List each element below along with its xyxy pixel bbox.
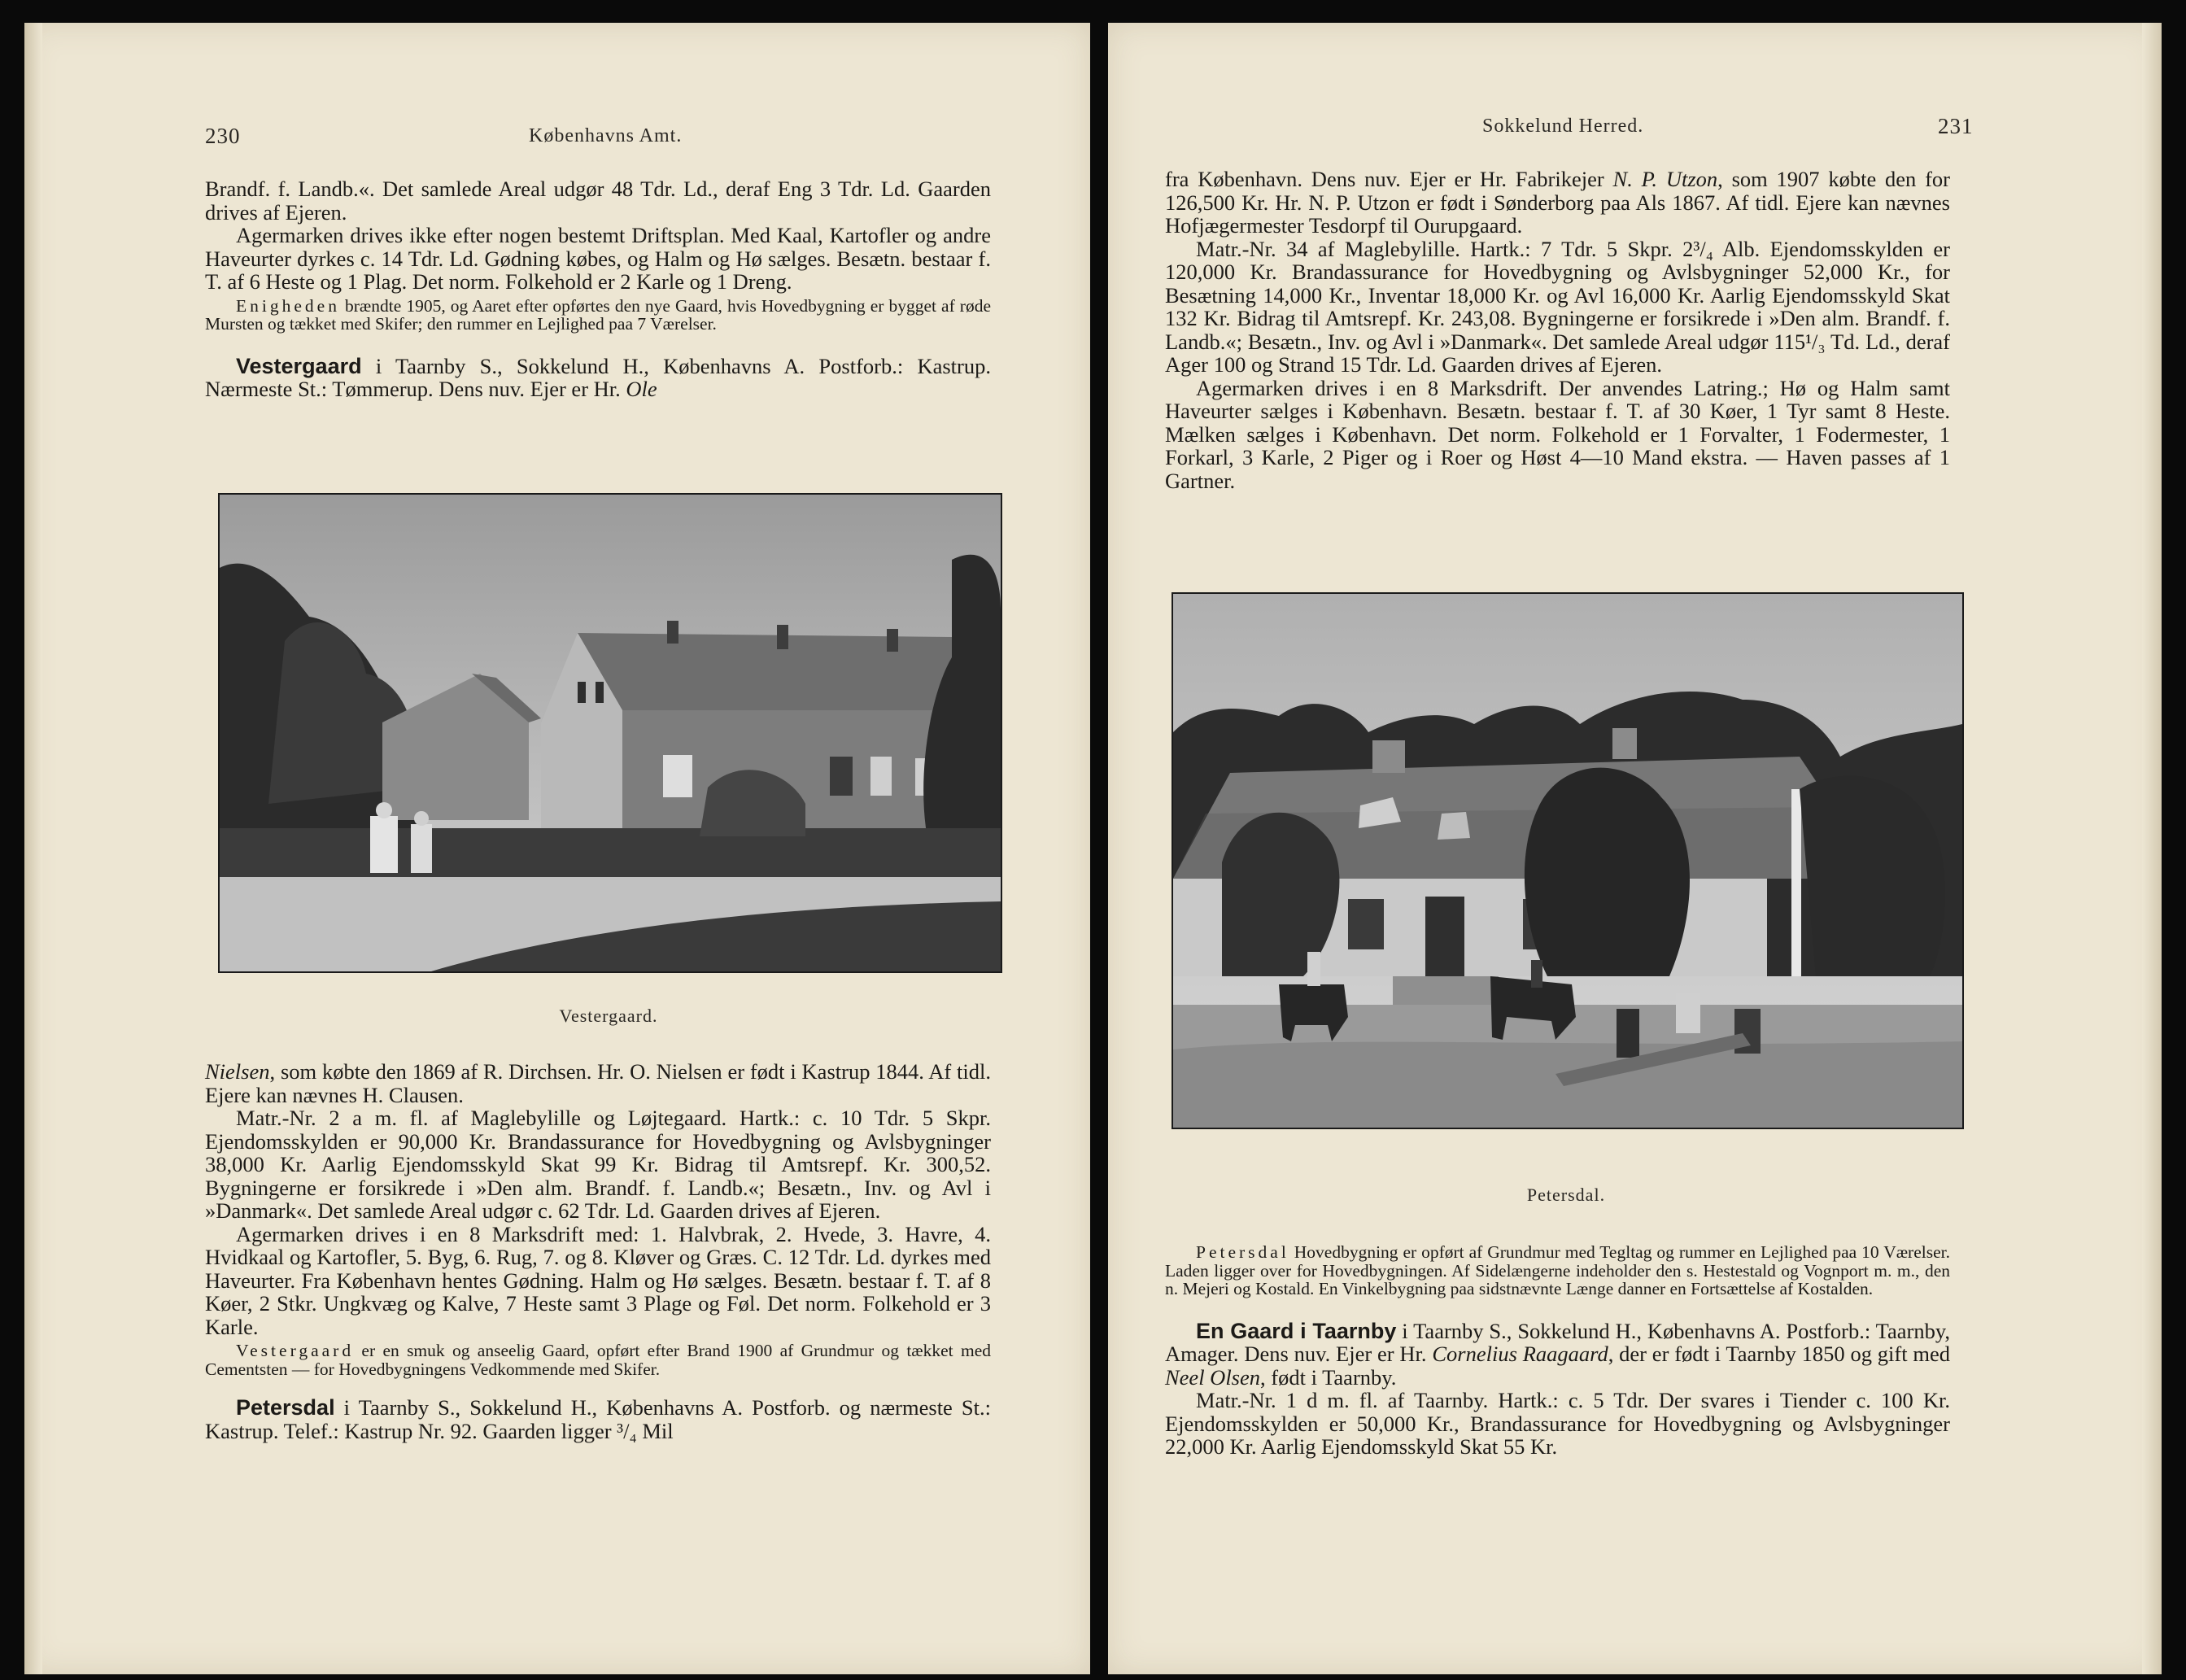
text-block-bottom (205, 1060, 991, 1442)
entry-title: Vestergaard (236, 353, 362, 378)
entry-text: i Taarnby S., Sokkelund H., Københavns A. Postforb.: Taarnby, Amager. Dens nuv. Ejer er Hr. (1165, 1318, 1950, 1366)
entry-text: , født i Taarnby. (1260, 1364, 1397, 1390)
note-text: brændte 1905, og Aaret efter opførtes den nye Gaard, hvis Hovedbygning er bygget af røde Mursten og tækket med Skifer; den rummer en Lejlighed paa 7 Værelser. (205, 295, 991, 334)
paragraph: Matr.-Nr. 34 af Maglebylille. Hartk.: 7 Tdr. 5 Skpr. 2³/₄ Alb. Ejendomsskylden er 120,000 Kr. Brandassurance for Hovedbygning og Avlsbygninger 52,000 Kr., for Besætning 14,000 Kr., Inventar 18,000 Kr. og Avl 16,000 Kr. Aarlig Ejendomsskyld Skat 132 Kr. Bidrag til Amtsrepf. Kr. 243,08. Bygningerne er forsikrede i »Den alm. Brandf. f. Landb.«; Besætn., Inv. og Avl i »Danmark«. Det samlede Areal udgør 115¹/₃ Td. Ld., deraf Ager 100 og Strand 15 Tdr. Ld. Gaarden drives af Ejeren. (1165, 236, 1950, 377)
paragraph: Agermarken drives i en 8 Marksdrift med: 1. Halvbrak, 2. Hvede, 3. Havre, 4. Hvidkaal og Kartofler, 5. Byg, 6. Rug, 7. og 8. Kløver og Græs. C. 12 Tdr. Ld. dyrkes med Haveurter. Fra København hentes Gødning. Halm og Hø sælges. Besætn. bestaar f. T. af 8 Køer, 2 Stkr. Ungkvæg og Kalve, 7 Heste samt 3 Plage og Føl. Det norm. Folkehold er 3 Karle. (205, 1221, 991, 1339)
photo-vestergaard (218, 493, 1002, 973)
text-block-top (1165, 168, 1950, 492)
entry-text: , der er født i Taarnby 1850 og gift med (1608, 1342, 1950, 1366)
farmyard-photo (1173, 594, 1962, 1128)
photo-petersdal (1172, 592, 1964, 1129)
entry-text: i Taarnby S., Sokkelund H., Københavns A. Postforb. og nærmeste St.: Kastrup. Telef.: Kastrup Nr. 92. Gaarden ligger ³/₄ Mil (205, 1395, 991, 1443)
paragraph: Agermarken drives ikke efter nogen bestemt Driftsplan. Med Kaal, Kartofler og andre Haveurter dyrkes c. 14 Tdr. Ld. Gødning købes, og Halm og Hø sælges. Besætn. bestaar f. T. af 6 Heste og 1 Plag. Det norm. Folkehold er 2 Karle og 1 Dreng. (205, 223, 991, 294)
owner-name: Cornelius Raagaard (1432, 1342, 1608, 1366)
left-page (24, 23, 1090, 1674)
right-page (1108, 23, 2162, 1674)
entry-heading-paragraph (1165, 1320, 1950, 1390)
photo-caption: Vestergaard. (559, 1006, 658, 1026)
text-block-bottom (1165, 1243, 1950, 1459)
note-lead: Enigheden (236, 295, 340, 316)
note (1165, 1243, 1950, 1298)
paragraph: Matr.-Nr. 2 a m. fl. af Maglebylille og Løjtegaard. Hartk.: c. 10 Tdr. 5 Skpr. Ejendomsskylden er 90,000 Kr. Brandassurance for Hovedbygning og Avlsbygninger 38,000 Kr. Aarlig Ejendomsskyld Skat 99 Kr. Bidrag til Amtsrepf. Kr. 300,52. Bygningerne er forsikrede i »Den alm. Brandf. f. Landb.«; Besætn., Inv. og Avl i »Danmark«. Det samlede Areal udgør c. 62 Tdr. Ld. Gaarden drives af Ejeren. (205, 1106, 991, 1223)
owner-name: N. P. Utzon (1612, 167, 1718, 191)
paragraph: Agermarken drives i en 8 Marksdrift. Der anvendes Latring.; Hø og Halm samt Haveurter sælges i København. Besætn. bestaar f. T. af 30 Køer, 1 Tyr samt 8 Heste. Mælken sælges i København. Det norm. Folkehold er 1 Forvalter, 1 Fodermester, 1 Forkarl, 3 Karle, 2 Piger og i Roer og Høst 4—10 Mand ekstra. — Haven passes af 1 Gartner. (1165, 375, 1950, 493)
note-lead: Petersdal (1196, 1242, 1289, 1262)
paragraph: Matr.-Nr. 1 d m. fl. af Taarnby. Hartk.: c. 5 Tdr. Der svares i Tiender c. 100 Kr. Ejendomsskylden er 50,000 Kr., Brandassurance for Hovedbygning og Avlsbygninger 22,000 Kr. Aarlig Ejendomsskyld Skat 55 Kr. (1165, 1388, 1950, 1459)
paragraph (1165, 168, 1950, 238)
note-text: Hovedbygning er opført af Grundmur med Tegltag og rummer en Lejlighed paa 10 Værelser. Laden ligger over for Hovedbygningen. Af Sidelængerne indeholder den s. Hestestald og Vognport m. m., den n. Mejeri og Kostald. En Vinkelbygning paa sidstnævnte Længe danner en Fortsættelse af Kostalden. (1165, 1242, 1950, 1298)
paragraph-text: , som købte den 1869 af R. Dirchsen. Hr. O. Nielsen er født i Kastrup 1844. Af tidl. Ejere kan nævnes H. Clausen. (205, 1059, 991, 1107)
page-number: 230 (205, 124, 241, 148)
running-head: Københavns Amt. (529, 125, 683, 146)
entry-title: En Gaard i Taarnby (1196, 1318, 1397, 1343)
paragraph (205, 1060, 991, 1106)
entry-heading-paragraph (205, 1396, 991, 1442)
note-text: er en smuk og anseelig Gaard, opført efter Brand 1900 af Grundmur og tækket med Cementsten — for Hovedbygningens Vedkommende med Skifer. (205, 1341, 991, 1379)
farmhouse-photo (220, 495, 1001, 971)
note (205, 1342, 991, 1378)
owner-name: Nielsen (205, 1059, 270, 1084)
entry-text: i Taarnby S., Sokkelund H., Københavns A. Postforb.: Kastrup. Nærmeste St.: Tømmerup. Dens nuv. Ejer er Hr. (205, 353, 991, 401)
paragraph-text: , som 1907 købte den for 126,500 Kr. Hr. N. P. Utzon er født i Sønderborg paa Als 1867. Af tidl. Ejere kan nævnes Hofjægermester Tesdorpf til Ourupgaard. (1165, 167, 1951, 238)
photo-caption: Petersdal. (1526, 1185, 1606, 1205)
entry-heading-paragraph (205, 355, 991, 401)
entry-owner: Ole (626, 377, 657, 401)
note-lead: Vestergaard (236, 1341, 355, 1360)
paragraph: Brandf. f. Landb.«. Det samlede Areal udgør 48 Tdr. Ld., deraf Eng 3 Tdr. Ld. Gaarden drives af Ejeren. (205, 177, 991, 225)
entry-title: Petersdal (236, 1395, 335, 1420)
paragraph-text: fra København. Dens nuv. Ejer er Hr. Fabrikejer (1165, 167, 1613, 191)
running-head: Sokkelund Herred. (1482, 116, 1644, 137)
text-block-top (205, 177, 991, 401)
page-number: 231 (1938, 114, 1974, 138)
wife-name: Neel Olsen (1165, 1364, 1261, 1390)
note (205, 297, 991, 334)
